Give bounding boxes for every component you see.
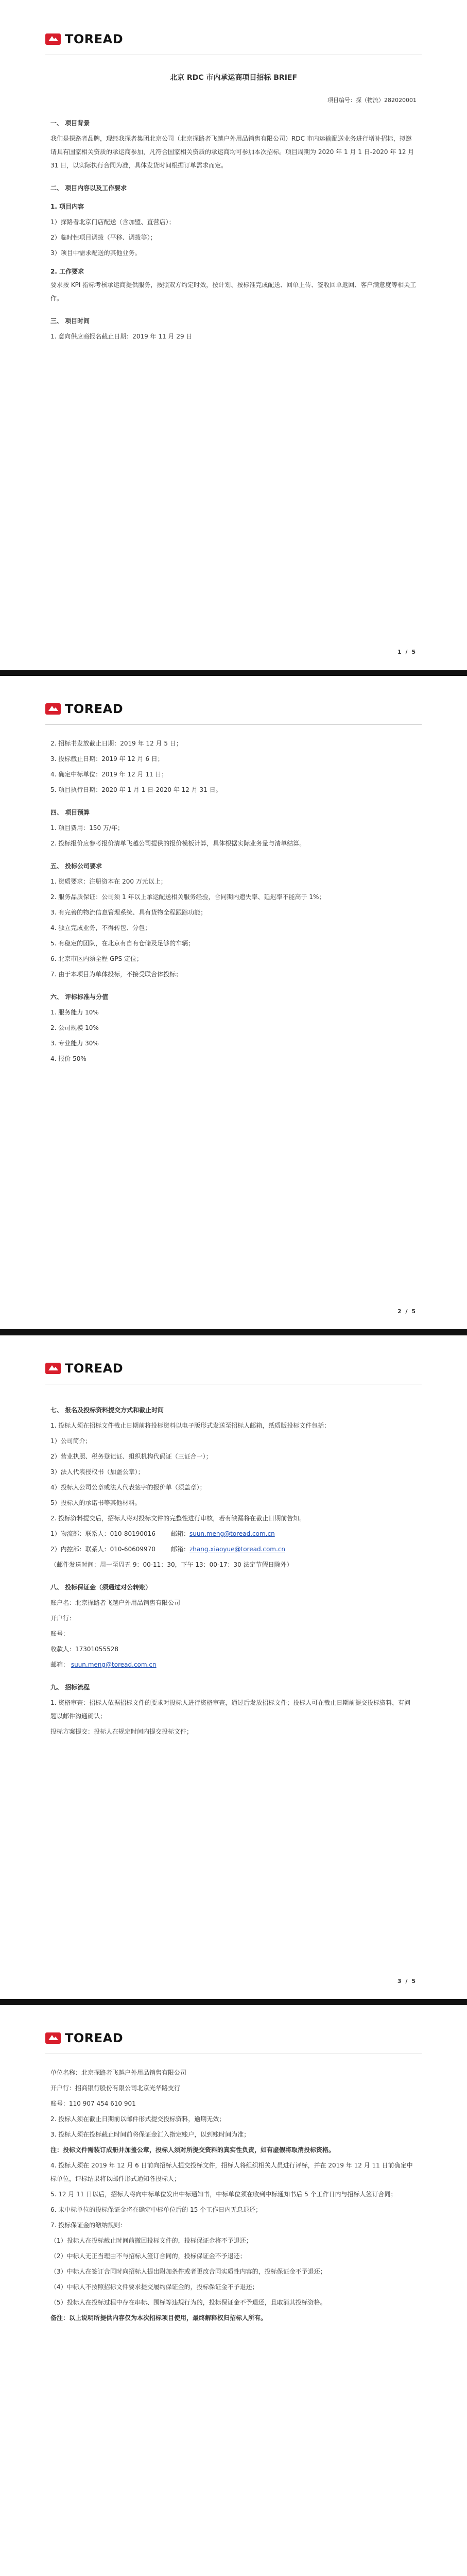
- page-number: 3 / 5: [397, 1978, 417, 1985]
- page-separator: [0, 1999, 467, 2005]
- toread-logo-icon: [45, 2032, 61, 2044]
- list-item: 2. 投标人须在截止日期前以邮件形式提交投标资料，逾期无效；: [50, 2115, 226, 2123]
- page-2: [0, 670, 467, 1329]
- contact-phone: 010-60609970: [110, 1546, 155, 1553]
- bold-note: 注：投标文件需装订成册并加盖公章，投标人须对所提交资料的真实性负责，如有虚假将取消投标资格。: [50, 2146, 335, 2154]
- list-item: 4. 确定中标单位：2019 年 12 月 11 日；: [50, 771, 168, 778]
- list-item: 4. 独立完成业务，不得转包、分包；: [50, 924, 151, 931]
- contact-email-label: 邮箱：: [170, 1546, 189, 1553]
- page-number: 2 / 5: [397, 1308, 417, 1315]
- section-heading: 四、 项目预算: [50, 809, 90, 816]
- list-item: 开户行：: [50, 1615, 76, 1622]
- paragraph: 4. 投标人须在 2019 年 12 月 6 日前向招标人提交投标文件，招标人将组织相关人员进行评标，并在 2019 年 12 月 11 日前确定中标单位，评标结果将以邮件形式通知各投标人；: [50, 2162, 413, 2182]
- list-item: 2. 投标报价应参考报价清单飞越公司提供的报价模板计算，具体根据实际业务量与清单结算。: [50, 840, 306, 847]
- contact-email-label: 邮箱：: [170, 1530, 189, 1537]
- list-item: 1. 服务能力 10%: [50, 1009, 99, 1016]
- contact-hours: （邮件发送时间：周一至周五 9：00-11：30，下午 13：00-17：30 法定节假日除外）: [50, 1561, 293, 1568]
- list-item: 1）探路者北京门店配送（含加盟、直营店）；: [50, 218, 175, 226]
- list-item: 1）公司简介；: [50, 1437, 92, 1445]
- list-item: 6. 北京市区内须全程 GPS 定位；: [50, 955, 143, 962]
- list-item: 收款人：17301055528: [50, 1646, 118, 1653]
- brand-logo: [45, 702, 123, 716]
- brand-logo: [45, 1361, 123, 1376]
- page-3: [0, 1329, 467, 1999]
- paragraph: 1. 资格审查：招标人依据招标文件的要求对投标人进行资格审查，通过后发放招标文件；投标人可在截止日期前提交投标资料，有问题以邮件沟通确认；: [50, 1699, 411, 1720]
- section-heading: 一、 项目背景: [50, 120, 90, 127]
- list-item: 3. 专业能力 30%: [50, 1040, 99, 1047]
- list-item: 4）投标人公司公章或法人代表签字的报价单（须盖章）；: [50, 1484, 206, 1491]
- contact-row: [50, 1527, 417, 1540]
- contact-row: [50, 1543, 417, 1556]
- list-item: （1）投标人在投标截止时间前撤回投标文件的，投标保证金将不予退还；: [50, 2237, 252, 2244]
- list-item: 2）临时性项目调拨（平移、调拨等）；: [50, 234, 157, 241]
- list-item: 2）营业执照、税务登记证、组织机构代码证（三证合一）；: [50, 1453, 212, 1460]
- paragraph: 6. 未中标单位的投标保证金将在确定中标单位后的 15 个工作日内无息退还；: [50, 2206, 262, 2213]
- subsection-heading: 1. 项目内容: [50, 203, 84, 210]
- toread-logo-icon: [45, 33, 61, 45]
- list-item: 2. 服务品质保证：公司须 1 年以上承运配送相关服务经验，合同期内遗失率、延迟率不能高于 1%；: [50, 893, 325, 901]
- document-title: 北京 RDC 市内承运商项目招标 BRIEF: [169, 74, 298, 82]
- section-heading: 五、 投标公司要求: [50, 862, 102, 870]
- section-heading: 二、 项目内容以及工作要求: [50, 184, 127, 192]
- page-number: 1 / 5: [397, 649, 417, 655]
- brand-logo: [45, 32, 123, 46]
- list-item: 账户名：北京探路者飞越户外用品销售有限公司: [50, 1599, 181, 1606]
- paragraph: 2. 投标资料提交后，招标人将对投标文件的完整性进行审核，若有缺漏将在截止日期前告知。: [50, 1515, 306, 1522]
- contact-email-link[interactable]: suun.meng@toread.com.cn: [189, 1530, 275, 1537]
- list-item: （3）中标人在签订合同时向招标人提出附加条件或者更改合同实质性内容的，投标保证金不予退还；: [50, 2268, 326, 2275]
- list-item: 4. 报价 50%: [50, 1055, 87, 1062]
- paragraph: 要求按 KPI 指标考核承运商提供服务，按照双方约定时效，按计划、按标准完成配送、回单上传、签收回单返回、客户满意度等相关工作。: [50, 281, 417, 302]
- section-heading: 六、 评标标准与分值: [50, 993, 109, 1001]
- list-item: 1. 资质要求：注册资本在 200 万元以上；: [50, 878, 167, 885]
- paragraph: 投标方案提交：投标人在规定时间内提交投标文件；: [50, 1728, 193, 1735]
- section-heading: 八、 投标保证金（须通过对公转账）: [50, 1584, 152, 1591]
- contact-email-link[interactable]: zhang.xiaoyue@toread.com.cn: [189, 1546, 286, 1553]
- list-item: 7. 由于本项目为单体投标，不接受联合体投标；: [50, 971, 182, 978]
- email-row: [50, 1658, 417, 1671]
- section-heading: 七、 报名及投标资料提交方式和截止时间: [50, 1406, 164, 1414]
- paragraph: 7. 投标保证金的缴纳规则：: [50, 2222, 127, 2229]
- list-item: 3）法人代表授权书（加盖公章）；: [50, 1468, 144, 1476]
- page-1: [0, 0, 467, 670]
- brand-name: TOREAD: [65, 1361, 124, 1376]
- list-item: 2. 招标书发放截止日期：2019 年 12 月 5 日；: [50, 740, 182, 747]
- page-4: [0, 1999, 467, 2576]
- list-item: 5. 项目执行日期：2020 年 1 月 1 日-2020 年 12 月 31 日。: [50, 786, 222, 793]
- subsection-heading: 2. 工作要求: [50, 268, 84, 275]
- list-item: 3. 投标截止日期：2019 年 12 月 6 日；: [50, 755, 164, 762]
- paragraph: 1. 投标人须在招标文件截止日期前将投标资料以电子版形式发送至招标人邮箱，纸质版投标文件包括：: [50, 1422, 331, 1429]
- account-line: 账号：110 907 454 610 901: [50, 2100, 136, 2107]
- header-divider: [45, 724, 422, 725]
- section-heading: 九、 招标流程: [50, 1684, 90, 1691]
- list-item: 1. 意向供应商报名截止日期：2019 年 11 月 29 日: [50, 333, 193, 340]
- contact-label: 1）物流部：联系人：: [50, 1530, 110, 1537]
- paragraph: 5. 12 月 11 日以后，招标人将向中标单位发出中标通知书，中标单位须在收到中标通知书后 5 个工作日内与招标人签订合同；: [50, 2191, 397, 2198]
- email-link[interactable]: suun.meng@toread.com.cn: [71, 1661, 157, 1668]
- list-item: 5. 有稳定的团队，在北京有自有仓储及足够的车辆；: [50, 940, 195, 947]
- list-item: 2. 公司规模 10%: [50, 1024, 99, 1031]
- contact-label: 2）内控部：联系人：: [50, 1546, 110, 1553]
- page-separator: [0, 670, 467, 676]
- section-heading: 三、 项目时间: [50, 317, 90, 325]
- brand-logo: [45, 2031, 123, 2045]
- brand-name: TOREAD: [65, 702, 124, 716]
- toread-logo-icon: [45, 703, 61, 715]
- brand-name: TOREAD: [65, 2031, 124, 2045]
- list-item: 3. 投标人须在投标截止时间前将保证金汇入指定账户，以到账时间为准；: [50, 2131, 250, 2138]
- account-line: 开户行：招商银行股份有限公司北京光华路支行: [50, 2084, 181, 2092]
- toread-logo-icon: [45, 1363, 61, 1374]
- bold-note: 备注：以上说明所提供内容仅为本次招标项目使用，最终解释权归招标人所有。: [50, 2314, 267, 2321]
- contact-phone: 010-80190016: [110, 1530, 155, 1537]
- brand-name: TOREAD: [65, 32, 124, 46]
- list-item: （5）投标人在投标过程中存在串标、围标等违规行为的，投标保证金不予退还，且取消其投标资格。: [50, 2299, 326, 2306]
- list-item: 账号：: [50, 1630, 70, 1637]
- email-label: 邮箱：: [50, 1661, 70, 1668]
- list-item: 5）投标人的承诺书等其他材料。: [50, 1499, 141, 1506]
- list-item: 1. 项目费用：150 万/年；: [50, 824, 124, 832]
- list-item: （4）中标人不按照招标文件要求提交履约保证金的，投标保证金不予退还；: [50, 2283, 258, 2291]
- paragraph: 我们是探路者品牌，现经我探者集团北京公司（北京探路者飞越户外用品销售有限公司）RDC 市内运输配送业务进行增补招标，拟邀请具有国家相关资质的承运商参加，凡符合国家相关资质的承运商均可参加本次招标。项目周期为 2020 年 1 月 1 日-2020 年 12 月 31 日，以实际执行合同为准，具体发货时间根据订单需求而定。: [50, 135, 414, 169]
- account-line: 单位名称：北京探路者飞越户外用品销售有限公司: [50, 2069, 187, 2076]
- list-item: 3）项目中需求配送的其他业务。: [50, 249, 141, 257]
- list-item: （2）中标人无正当理由不与招标人签订合同的，投标保证金不予退还；: [50, 2252, 246, 2260]
- list-item: 3. 有完善的物流信息管理系统、具有货物全程跟踪功能；: [50, 909, 207, 916]
- page-separator: [0, 1329, 467, 1335]
- project-number: 项目编号：探（物流）282020001: [327, 97, 417, 104]
